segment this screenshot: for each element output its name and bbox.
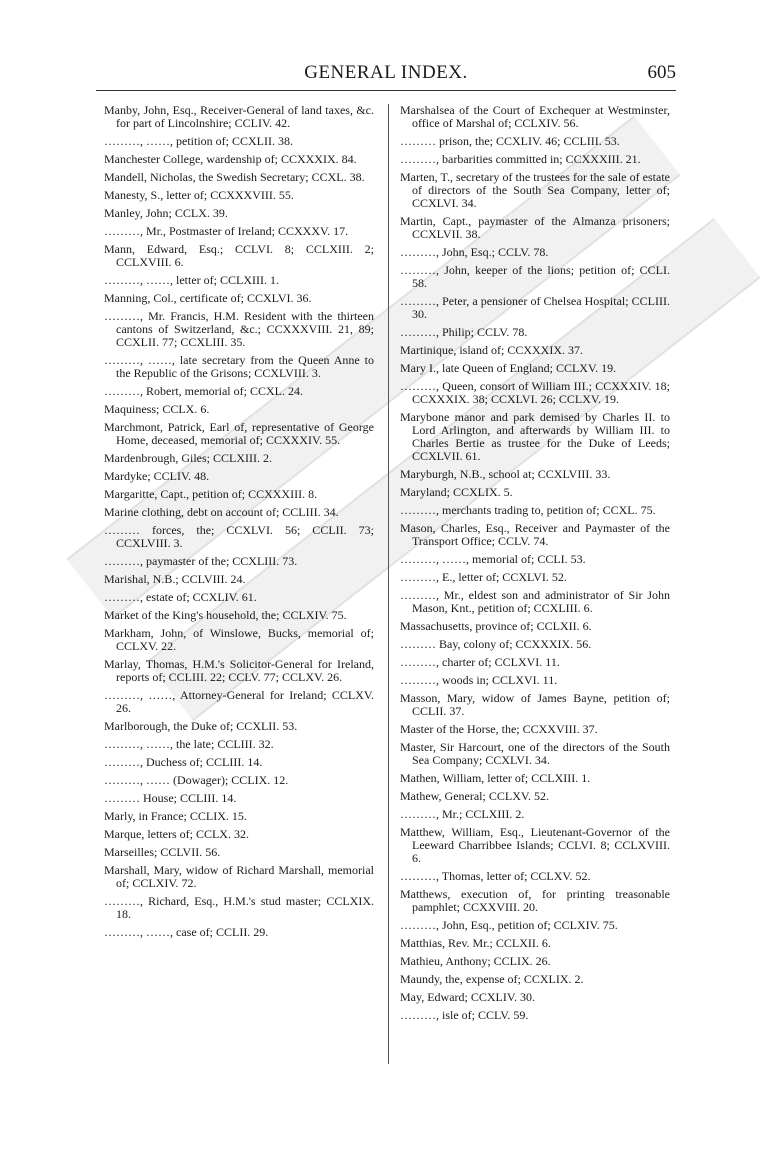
index-entry: Manchester College, wardenship of; CCXXXIX. 84. [104, 152, 357, 166]
index-entry: ………, ……, late secretary from the Queen Anne to the Republic of the Grisons; CCXLVIII. 3. [104, 353, 374, 380]
index-entry: Marseilles; CCLVII. 56. [104, 845, 221, 859]
index-entry: Maundy, the, expense of; CCXLIX. 2. [400, 972, 584, 986]
index-entry: Maquiness; CCLX. 6. [104, 402, 210, 416]
index-entry: Mann, Edward, Esq.; CCLVI. 8; CCLXIII. 2; CCLXVIII. 6. [104, 242, 374, 269]
left-column [104, 104, 374, 1144]
index-entry: ………, barbarities committed in; CCXXXIII. 21. [400, 152, 641, 166]
index-entry: ………, ……, case of; CCLII. 29. [104, 925, 269, 939]
index-entry: Matthias, Rev. Mr.; CCLXII. 6. [400, 936, 551, 950]
index-entry: ………, Philip; CCLV. 78. [400, 325, 528, 339]
index-entry: Mardenbrough, Giles; CCLXIII. 2. [104, 451, 272, 465]
index-entry: ……… prison, the; CCXLIV. 46; CCLIII. 53. [400, 134, 620, 148]
index-entry: ………, paymaster of the; CCXLIII. 73. [104, 554, 298, 568]
running-title: GENERAL INDEX. [304, 62, 468, 83]
index-entry: ………, Robert, memorial of; CCXL. 24. [104, 384, 303, 398]
index-columns [104, 104, 674, 1144]
index-entry: Marshall, Mary, widow of Richard Marshall, memorial of; CCLXIV. 72. [104, 863, 374, 890]
index-entry: Mathen, William, letter of; CCLXIII. 1. [400, 771, 591, 785]
index-entry: Mason, Charles, Esq., Receiver and Paymaster of the Transport Office; CCLV. 74. [400, 521, 670, 548]
index-entry: ………, John, keeper of the lions; petition of; CCLI. 58. [400, 263, 670, 290]
index-entry: ………, Thomas, letter of; CCLXV. 52. [400, 869, 591, 883]
index-entry: Manley, John; CCLX. 39. [104, 206, 228, 220]
index-entry: Mardyke; CCLIV. 48. [104, 469, 210, 483]
index-entry: Mandell, Nicholas, the Swedish Secretary; CCXL. 38. [104, 170, 365, 184]
index-entry: ………, ……, the late; CCLIII. 32. [104, 737, 274, 751]
index-entry: Massachusetts, province of; CCLXII. 6. [400, 619, 592, 633]
page-header [96, 62, 676, 90]
index-entry: ………, …… (Dowager); CCLIX. 12. [104, 773, 289, 787]
index-entry: ………, Mr., eldest son and administrator of Sir John Mason, Knt., petition of; CCXLIII. 6. [400, 588, 670, 615]
index-entry: ………, ……, memorial of; CCLI. 53. [400, 552, 586, 566]
index-entry: ……… forces, the; CCXLVI. 56; CCLII. 73; CCXLVIII. 3. [104, 523, 374, 550]
index-entry: Margaritte, Capt., petition of; CCXXXIII. 8. [104, 487, 318, 501]
index-entry: Marly, in France; CCLIX. 15. [104, 809, 247, 823]
index-entry: Marishal, N.B.; CCLVIII. 24. [104, 572, 246, 586]
index-entry: Marine clothing, debt on account of; CCLIII. 34. [104, 505, 339, 519]
index-entry: Marque, letters of; CCLX. 32. [104, 827, 249, 841]
index-entry: ………, Mr. Francis, H.M. Resident with the thirteen cantons of Switzerland, &c.; CCXXXVIII. 21, 89; CCXLII. 77; CCXLIII. 35. [104, 309, 374, 349]
index-entry: Mathew, General; CCLXV. 52. [400, 789, 549, 803]
index-entry: ………, Mr.; CCLXIII. 2. [400, 807, 525, 821]
index-entry: ………, Richard, Esq., H.M.'s stud master; CCLXIX. 18. [104, 894, 374, 921]
index-entry: ………, Duchess of; CCLIII. 14. [104, 755, 263, 769]
index-entry: ………, ……, petition of; CCXLII. 38. [104, 134, 293, 148]
index-entry: ………, isle of; CCLV. 59. [400, 1008, 529, 1022]
index-entry: Maryland; CCXLIX. 5. [400, 485, 513, 499]
index-entry: Manning, Col., certificate of; CCXLVI. 36. [104, 291, 312, 305]
index-entry: Marten, T., secretary of the trustees for the sale of estate of directors of the South Sea Company, letter of; CCXLVI. 34. [400, 170, 670, 210]
index-entry: ……… Bay, colony of; CCXXXIX. 56. [400, 637, 592, 651]
header-rule [96, 90, 676, 91]
index-entry: ………, ……, letter of; CCLXIII. 1. [104, 273, 279, 287]
index-entry: Martinique, island of; CCXXXIX. 37. [400, 343, 583, 357]
right-column [400, 104, 670, 1144]
index-entry: Markham, John, of Winslowe, Bucks, memorial of; CCLXV. 22. [104, 626, 374, 653]
index-entry: ………, ……, Attorney-General for Ireland; CCLXV. 26. [104, 688, 374, 715]
index-entry: Marshalsea of the Court of Exchequer at Westminster, office of Marshal of; CCLXIV. 56. [400, 104, 670, 130]
index-entry: Marlborough, the Duke of; CCXLII. 53. [104, 719, 298, 733]
index-entry: Market of the King's household, the; CCLXIV. 75. [104, 608, 347, 622]
index-entry: Maryburgh, N.B., school at; CCXLVIII. 33. [400, 467, 611, 481]
index-entry: Martin, Capt., paymaster of the Almanza prisoners; CCXLVII. 38. [400, 214, 670, 241]
index-entry: ………, Mr., Postmaster of Ireland; CCXXXV. 17. [104, 224, 349, 238]
index-entry: Matthews, execution of, for printing treasonable pamphlet; CCXXVIII. 20. [400, 887, 670, 914]
index-entry: Master of the Horse, the; CCXXVIII. 37. [400, 722, 598, 736]
index-entry: Mary I., late Queen of England; CCLXV. 19. [400, 361, 617, 375]
index-entry: ………, John, Esq.; CCLV. 78. [400, 245, 549, 259]
index-entry: ………, merchants trading to, petition of; CCXL. 75. [400, 503, 656, 517]
column-divider [388, 104, 389, 1064]
index-entry: Manby, John, Esq., Receiver-General of land taxes, &c. for part of Lincolnshire; CCLIV. 42. [104, 104, 374, 130]
index-entry: ………, Queen, consort of William III.; CCXXXIV. 18; CCXXXIX. 38; CCXLVI. 26; CCLXV. 19. [400, 379, 670, 406]
index-entry: ……… House; CCLIII. 14. [104, 791, 237, 805]
index-entry: ………, charter of; CCLXVI. 11. [400, 655, 560, 669]
index-entry: Mathieu, Anthony; CCLIX. 26. [400, 954, 551, 968]
page-number: 605 [647, 62, 676, 83]
index-entry: ………, E., letter of; CCXLVI. 52. [400, 570, 567, 584]
index-entry: May, Edward; CCXLIV. 30. [400, 990, 535, 1004]
index-entry: Masson, Mary, widow of James Bayne, petition of; CCLII. 37. [400, 691, 670, 718]
index-entry: Master, Sir Harcourt, one of the directors of the South Sea Company; CCXLVI. 34. [400, 740, 670, 767]
index-entry: Marlay, Thomas, H.M.'s Solicitor-General for Ireland, reports of; CCLIII. 22; CCLV. 77; CCLXV. 26. [104, 657, 374, 684]
index-entry: ………, John, Esq., petition of; CCLXIV. 75. [400, 918, 618, 932]
index-entry: ………, Peter, a pensioner of Chelsea Hospital; CCLIII. 30. [400, 294, 670, 321]
index-entry: ………, woods in; CCLXVI. 11. [400, 673, 558, 687]
index-entry: ………, estate of; CCXLIV. 61. [104, 590, 257, 604]
index-entry: Matthew, William, Esq., Lieutenant-Governor of the Leeward Charribbee Islands; CCLVI. 8; CCLXVIII. 6. [400, 825, 670, 865]
index-entry: Marybone manor and park demised by Charles II. to Lord Arlington, and afterwards by William III. to Charles Bertie as trustee for the Duke of Leeds; CCXLVII. 61. [400, 410, 670, 463]
index-entry: Marchmont, Patrick, Earl of, representative of George Home, deceased, memorial of; CCXXXIV. 55. [104, 420, 374, 447]
index-entry: Manesty, S., letter of; CCXXXVIII. 55. [104, 188, 294, 202]
